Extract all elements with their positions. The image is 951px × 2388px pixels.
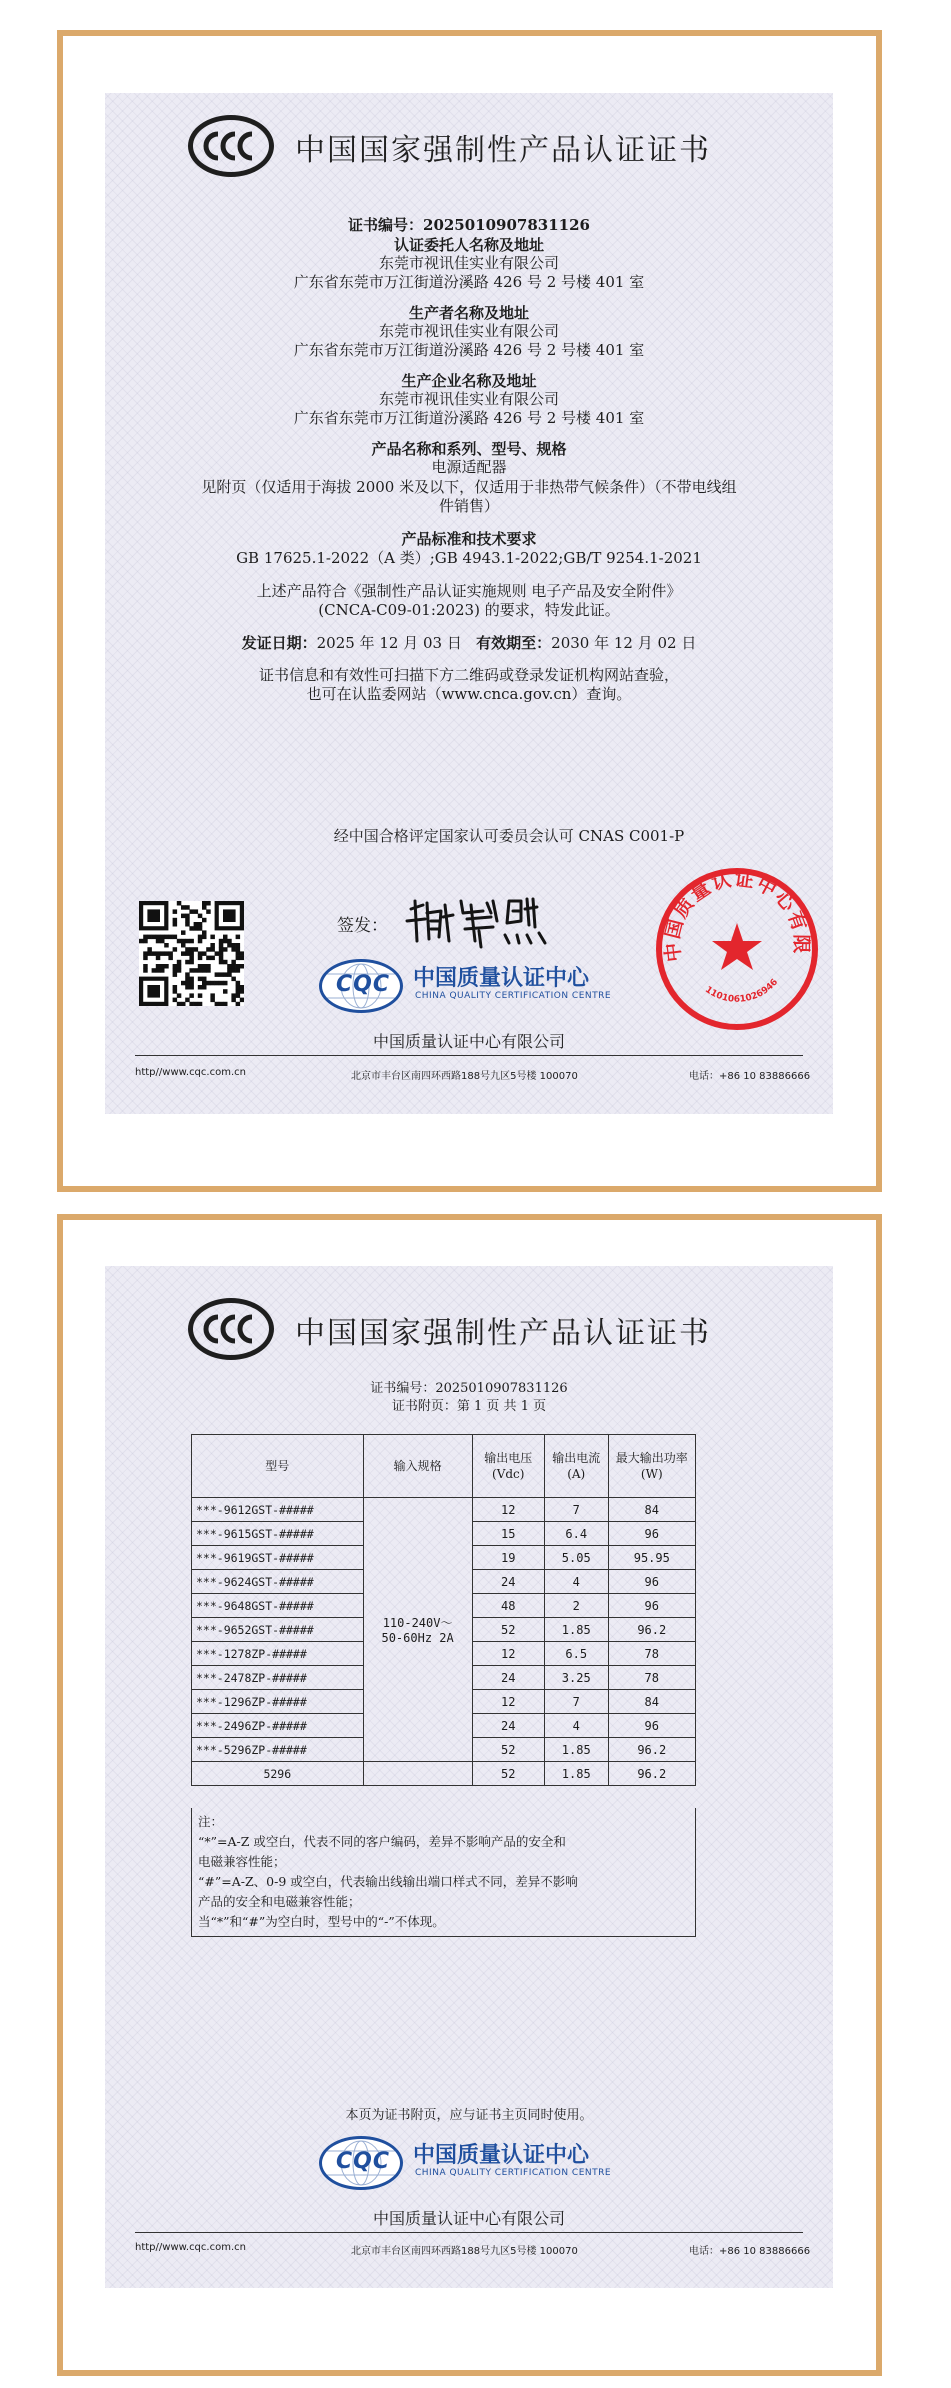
voltage-cell: 12 (472, 1690, 544, 1714)
certificate-annex-page (57, 1214, 882, 2376)
model-cell: ***-9624GST-##### (192, 1570, 364, 1594)
footer-divider (135, 1055, 803, 1056)
producer-heading: 生产者名称及地址 (408, 304, 529, 322)
model-cell: ***-9612GST-##### (192, 1498, 364, 1522)
qr-code[interactable] (139, 901, 244, 1006)
current-cell: 4 (544, 1570, 608, 1594)
voltage-cell: 19 (472, 1546, 544, 1570)
footer-website[interactable]: http//www.cqc.com.cn (135, 1067, 246, 1078)
certificate-paper (105, 93, 833, 1114)
issuer-company: 中国质量认证中心有限公司 (372, 2209, 565, 2228)
product-heading: 产品名称和系列、型号、规格 (371, 440, 567, 458)
verification-note: 证书信息和有效性可扫描下方二维码或登录发证机构网站查验， (258, 666, 679, 684)
signature-label: 签发： (337, 916, 388, 936)
cqc-globe-icon: CQC (319, 959, 403, 1013)
current-cell: 2 (544, 1594, 608, 1618)
power-cell: 84 (608, 1690, 695, 1714)
accreditation-note: 经中国合格评定国家认可委员会认可 CNAS C001-P (333, 827, 685, 845)
note-line: 当“*”和“#”为空白时，型号中的“-”不体现。 (198, 1914, 445, 1929)
client-heading: 认证委托人名称及地址 (393, 236, 544, 254)
power-cell: 96.2 (608, 1738, 695, 1762)
header-voltage: 输出电压 (Vdc) (472, 1435, 544, 1498)
table-header-row (192, 1435, 696, 1498)
annex-usage-note: 本页为证书附页，应与证书主页同时使用。 (345, 2108, 593, 2123)
power-cell: 84 (608, 1498, 695, 1522)
current-cell: 6.4 (544, 1522, 608, 1546)
input-spec-cell (363, 1498, 472, 1762)
current-cell: 3.25 (544, 1666, 608, 1690)
signature-image (401, 891, 561, 955)
producer-address: 广东省东莞市万江街道汾溪路 426 号 2 号楼 401 室 (293, 341, 645, 359)
power-cell: 96 (608, 1522, 695, 1546)
standard-heading: 产品标准和技术要求 (401, 530, 537, 548)
standards: GB 17625.1-2022（A 类）;GB 4943.1-2022;GB/T 9254.1-2021 (236, 549, 702, 567)
factory-name: 东莞市视讯佳实业有限公司 (378, 390, 559, 408)
header-input: 输入规格 (363, 1435, 472, 1498)
voltage-cell: 52 (472, 1618, 544, 1642)
note-line: 产品的安全和电磁兼容性能； (198, 1894, 361, 1909)
input-spec-cell (363, 1762, 472, 1786)
footer-divider (135, 2232, 803, 2233)
product-name: 电源适配器 (431, 458, 507, 476)
cqc-name-cn: 中国质量认证中心 (413, 966, 590, 991)
voltage-cell: 24 (472, 1666, 544, 1690)
note-line: “#”=A-Z、0-9 或空白，代表输出线输出端口样式不同，差异不影响 (198, 1874, 578, 1889)
certificate-number: 证书编号：2025010907831126 (348, 216, 590, 234)
factory-address: 广东省东莞市万江街道汾溪路 426 号 2 号楼 401 室 (293, 409, 645, 427)
voltage-cell: 52 (472, 1738, 544, 1762)
model-cell: 5296 (192, 1762, 364, 1786)
cqc-name-en: CHINA QUALITY CERTIFICATION CENTRE (415, 991, 612, 1001)
expiry-label: 有效期至： (476, 634, 552, 652)
note-line: 注： (198, 1814, 224, 1829)
header-power: 最大输出功率 (W) (608, 1435, 695, 1498)
certificate-paper (105, 1266, 833, 2288)
model-cell: ***-9615GST-##### (192, 1522, 364, 1546)
model-cell: ***-1278ZP-##### (192, 1642, 364, 1666)
cqc-name-cn: 中国质量认证中心 (413, 2143, 590, 2168)
voltage-cell: 12 (472, 1498, 544, 1522)
issue-date: 2025 年 12 月 03 日 (316, 634, 462, 652)
model-cell: ***-1296ZP-##### (192, 1690, 364, 1714)
current-cell: 1.85 (544, 1762, 608, 1786)
conformity-statement-continued: (CNCA-C09-01:2023) 的要求，特发此证。 (318, 601, 620, 619)
certificate-title: 中国国家强制性产品认证证书 (295, 133, 711, 168)
footer-address: 北京市丰台区南四环西路188号九区5号楼 100070 (351, 1071, 578, 1082)
power-cell: 96 (608, 1594, 695, 1618)
certificate-main-page (57, 30, 882, 1192)
ccc-logo-icon (188, 115, 274, 177)
power-cell: 78 (608, 1666, 695, 1690)
note-line: “*”=A-Z 或空白，代表不同的客户编码，差异不影响产品的安全和 (198, 1834, 566, 1849)
footer-address: 北京市丰台区南四环西路188号九区5号楼 100070 (351, 2246, 578, 2257)
note-line: 电磁兼容性能； (198, 1854, 286, 1869)
power-cell: 96.2 (608, 1762, 695, 1786)
model-cell: ***-9652GST-##### (192, 1618, 364, 1642)
model-cell: ***-9619GST-##### (192, 1546, 364, 1570)
input-spec-line: 50-60Hz 2A (381, 1631, 454, 1645)
footer-phone: 电话：+86 10 83886666 (689, 2246, 811, 2257)
current-cell: 7 (544, 1498, 608, 1522)
voltage-cell: 52 (472, 1762, 544, 1786)
verification-note-continued: 也可在认监委网站（www.cnca.gov.cn）查询。 (306, 685, 632, 703)
notes-box (191, 1808, 696, 1937)
voltage-cell: 12 (472, 1642, 544, 1666)
input-spec-line: 110-240V～ (382, 1616, 453, 1630)
annex-page-info: 证书附页：第 1 页 共 1 页 (391, 1399, 547, 1414)
product-spec: 见附页（仅适用于海拔 2000 米及以下，仅适用于非热带气候条件）（不带电线组 (201, 478, 737, 496)
validity-dates (105, 633, 833, 653)
ccc-logo-icon (188, 1298, 274, 1360)
power-cell: 95.95 (608, 1546, 695, 1570)
current-cell: 6.5 (544, 1642, 608, 1666)
cqc-globe-icon: CQC (319, 2136, 403, 2190)
factory-heading: 生产企业名称及地址 (401, 372, 537, 390)
svg-text:中国质量认证中心有限公司: 中国质量认证中心有限 (661, 868, 813, 963)
voltage-cell: 24 (472, 1714, 544, 1738)
certificate-number: 证书编号：2025010907831126 (370, 1381, 568, 1396)
voltage-cell: 48 (472, 1594, 544, 1618)
header-model: 型号 (192, 1435, 364, 1498)
current-cell: 5.05 (544, 1546, 608, 1570)
model-cell: ***-2496ZP-##### (192, 1714, 364, 1738)
footer-phone: 电话：+86 10 83886666 (689, 1071, 811, 1082)
client-name: 东莞市视讯佳实业有限公司 (378, 254, 559, 272)
client-address: 广东省东莞市万江街道汾溪路 426 号 2 号楼 401 室 (293, 273, 645, 291)
table-row (192, 1498, 696, 1522)
current-cell: 4 (544, 1714, 608, 1738)
expiry-date: 2030 年 12 月 02 日 (551, 634, 697, 652)
footer-website[interactable]: http//www.cqc.com.cn (135, 2242, 246, 2253)
power-cell: 78 (608, 1642, 695, 1666)
cqc-logo (319, 955, 619, 1015)
cqc-logo (319, 2132, 619, 2192)
issue-label: 发证日期： (241, 634, 317, 652)
current-cell: 1.85 (544, 1618, 608, 1642)
voltage-cell: 15 (472, 1522, 544, 1546)
models-table (191, 1434, 696, 1786)
product-spec-continued: 件销售） (438, 497, 499, 515)
official-seal-icon (653, 865, 821, 1033)
cqc-name-en: CHINA QUALITY CERTIFICATION CENTRE (415, 2168, 612, 2178)
model-cell: ***-5296ZP-##### (192, 1738, 364, 1762)
producer-name: 东莞市视讯佳实业有限公司 (378, 322, 559, 340)
current-cell: 1.85 (544, 1738, 608, 1762)
model-cell: ***-2478ZP-##### (192, 1666, 364, 1690)
issuer-company: 中国质量认证中心有限公司 (372, 1032, 565, 1051)
conformity-statement: 上述产品符合《强制性产品认证实施规则 电子产品及安全附件》 (256, 582, 682, 600)
power-cell: 96 (608, 1714, 695, 1738)
header-current: 输出电流 (A) (544, 1435, 608, 1498)
svg-text:1101061026946: 1101061026946 (703, 977, 781, 1005)
current-cell: 7 (544, 1690, 608, 1714)
certificate-title: 中国国家强制性产品认证证书 (295, 1316, 711, 1351)
power-cell: 96 (608, 1570, 695, 1594)
voltage-cell: 24 (472, 1570, 544, 1594)
power-cell: 96.2 (608, 1618, 695, 1642)
model-cell: ***-9648GST-##### (192, 1594, 364, 1618)
table-row (192, 1762, 696, 1786)
